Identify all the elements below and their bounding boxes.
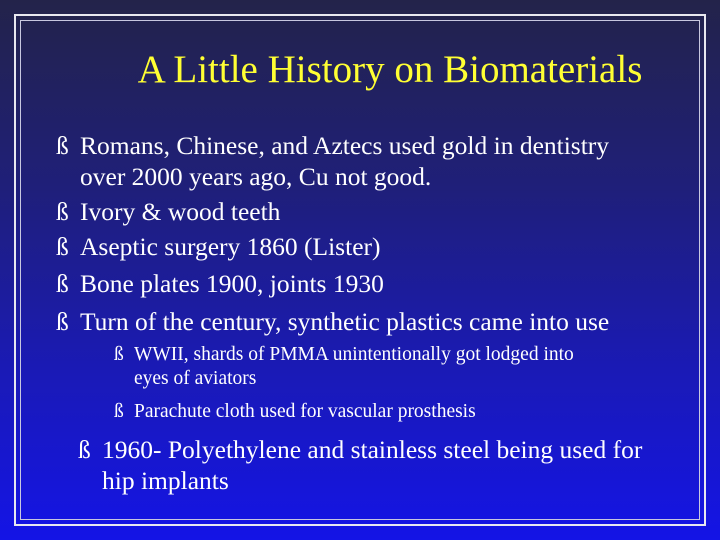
arrow-bullet-icon: ß	[56, 131, 69, 160]
bullet-text-continued: over 2000 years ago, Cu not good.	[80, 162, 432, 191]
arrow-bullet-icon: ß	[56, 269, 69, 298]
bullet-text: Romans, Chinese, and Aztecs used gold in dentistry	[80, 131, 610, 160]
sub-bullet-item-parachute	[114, 400, 476, 424]
bullet-item-aseptic	[56, 231, 381, 262]
bullet-text: Turn of the century, synthetic plastics came into use	[80, 307, 610, 336]
arrow-bullet-icon: ß	[56, 197, 69, 226]
slide-title: A Little History on Biomaterials	[137, 48, 643, 91]
sub-bullet-text: Parachute cloth used for vascular prosthesis	[134, 401, 476, 422]
arrow-bullet-icon: ß	[56, 307, 69, 336]
bullet-item-bone-plates	[56, 268, 384, 299]
bullet-text: Ivory & wood teeth	[80, 197, 281, 226]
bullet-text: 1960- Polyethylene and stainless steel being used for	[102, 435, 643, 464]
bullet-item-romans	[56, 130, 610, 192]
bullet-text-continued: hip implants	[102, 466, 229, 495]
arrow-bullet-icon: ß	[78, 435, 91, 464]
arrow-bullet-icon: ß	[56, 232, 69, 261]
arrow-bullet-icon: ß	[114, 344, 124, 365]
arrow-bullet-icon: ß	[114, 401, 124, 422]
sub-bullet-text-continued: eyes of aviators	[134, 368, 257, 389]
bullet-text: Bone plates 1900, joints 1930	[80, 269, 384, 298]
bullet-item-plastics	[56, 306, 610, 337]
bullet-item-1960	[78, 434, 643, 496]
bullet-item-ivory	[56, 196, 281, 227]
bullet-text: Aseptic surgery 1860 (Lister)	[80, 232, 381, 261]
sub-bullet-text: WWII, shards of PMMA unintentionally got lodged into	[134, 344, 574, 365]
sub-bullet-item-wwii	[114, 343, 574, 391]
